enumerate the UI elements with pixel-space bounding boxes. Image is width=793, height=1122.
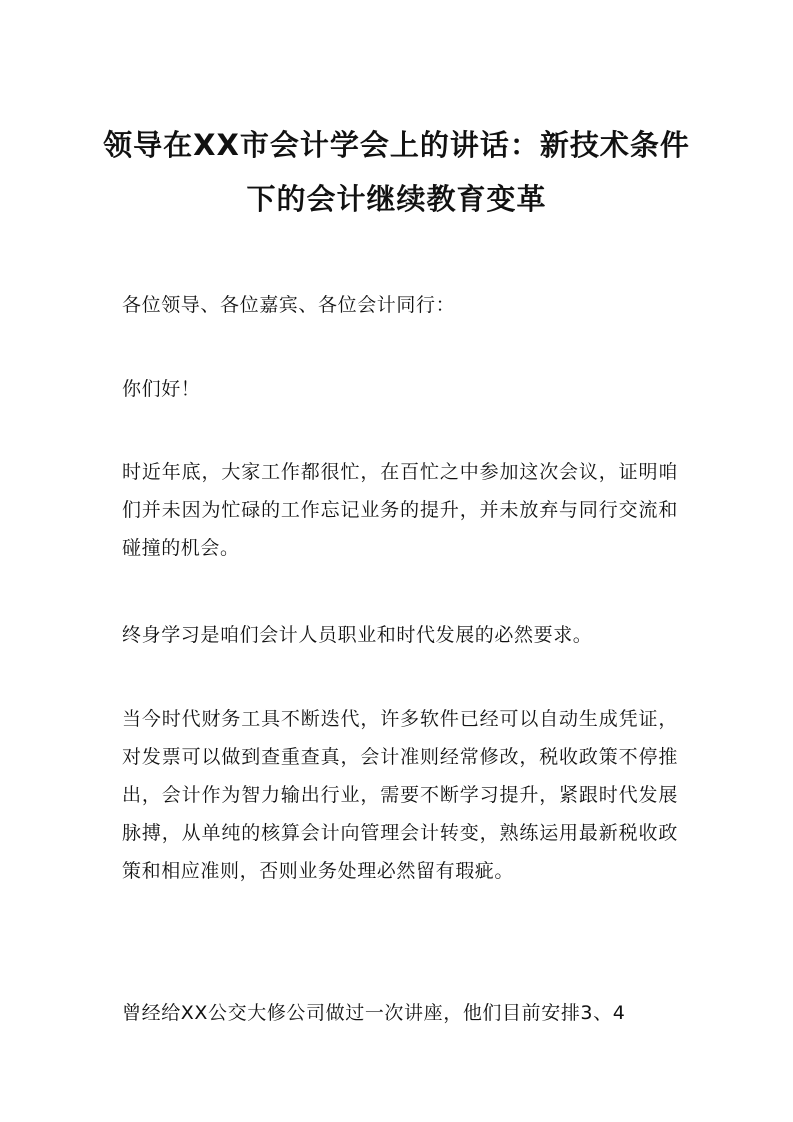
body-paragraph-3: 当今时代财务工具不断迭代，许多软件已经可以自动生成凭证，对发票可以做到查重查真，会计准则经常修改，税收政策不停推出，会计作为智力输出行业，需要不断学习提升，紧跟时代发展脉搏，从单纯的核算会计向管理会计转变，熟练运用最新税收政策和相应准则，否则业务处理必然留有瑕疵。 (122, 708, 678, 882)
salutation-paragraph: 各位领导、各位嘉宾、各位会计同行： (122, 294, 456, 316)
document-title: 领导在XX市会计学会上的讲话：新技术条件下的会计继续教育变革 (103, 128, 690, 216)
body-paragraph-2: 终身学习是咱们会计人员职业和时代发展的必然要求。 (122, 624, 593, 646)
body-paragraph-1: 时近年底，大家工作都很忙，在百忙之中参加这次会议，证明咱们并未因为忙碌的工作忘记业务的提升，并未放弃与同行交流和碰撞的机会。 (122, 461, 678, 559)
body-paragraph-4: 曾经给XX公交大修公司做过一次讲座，他们目前安排3、4 (122, 1002, 626, 1024)
greeting-paragraph: 你们好！ (122, 378, 201, 400)
